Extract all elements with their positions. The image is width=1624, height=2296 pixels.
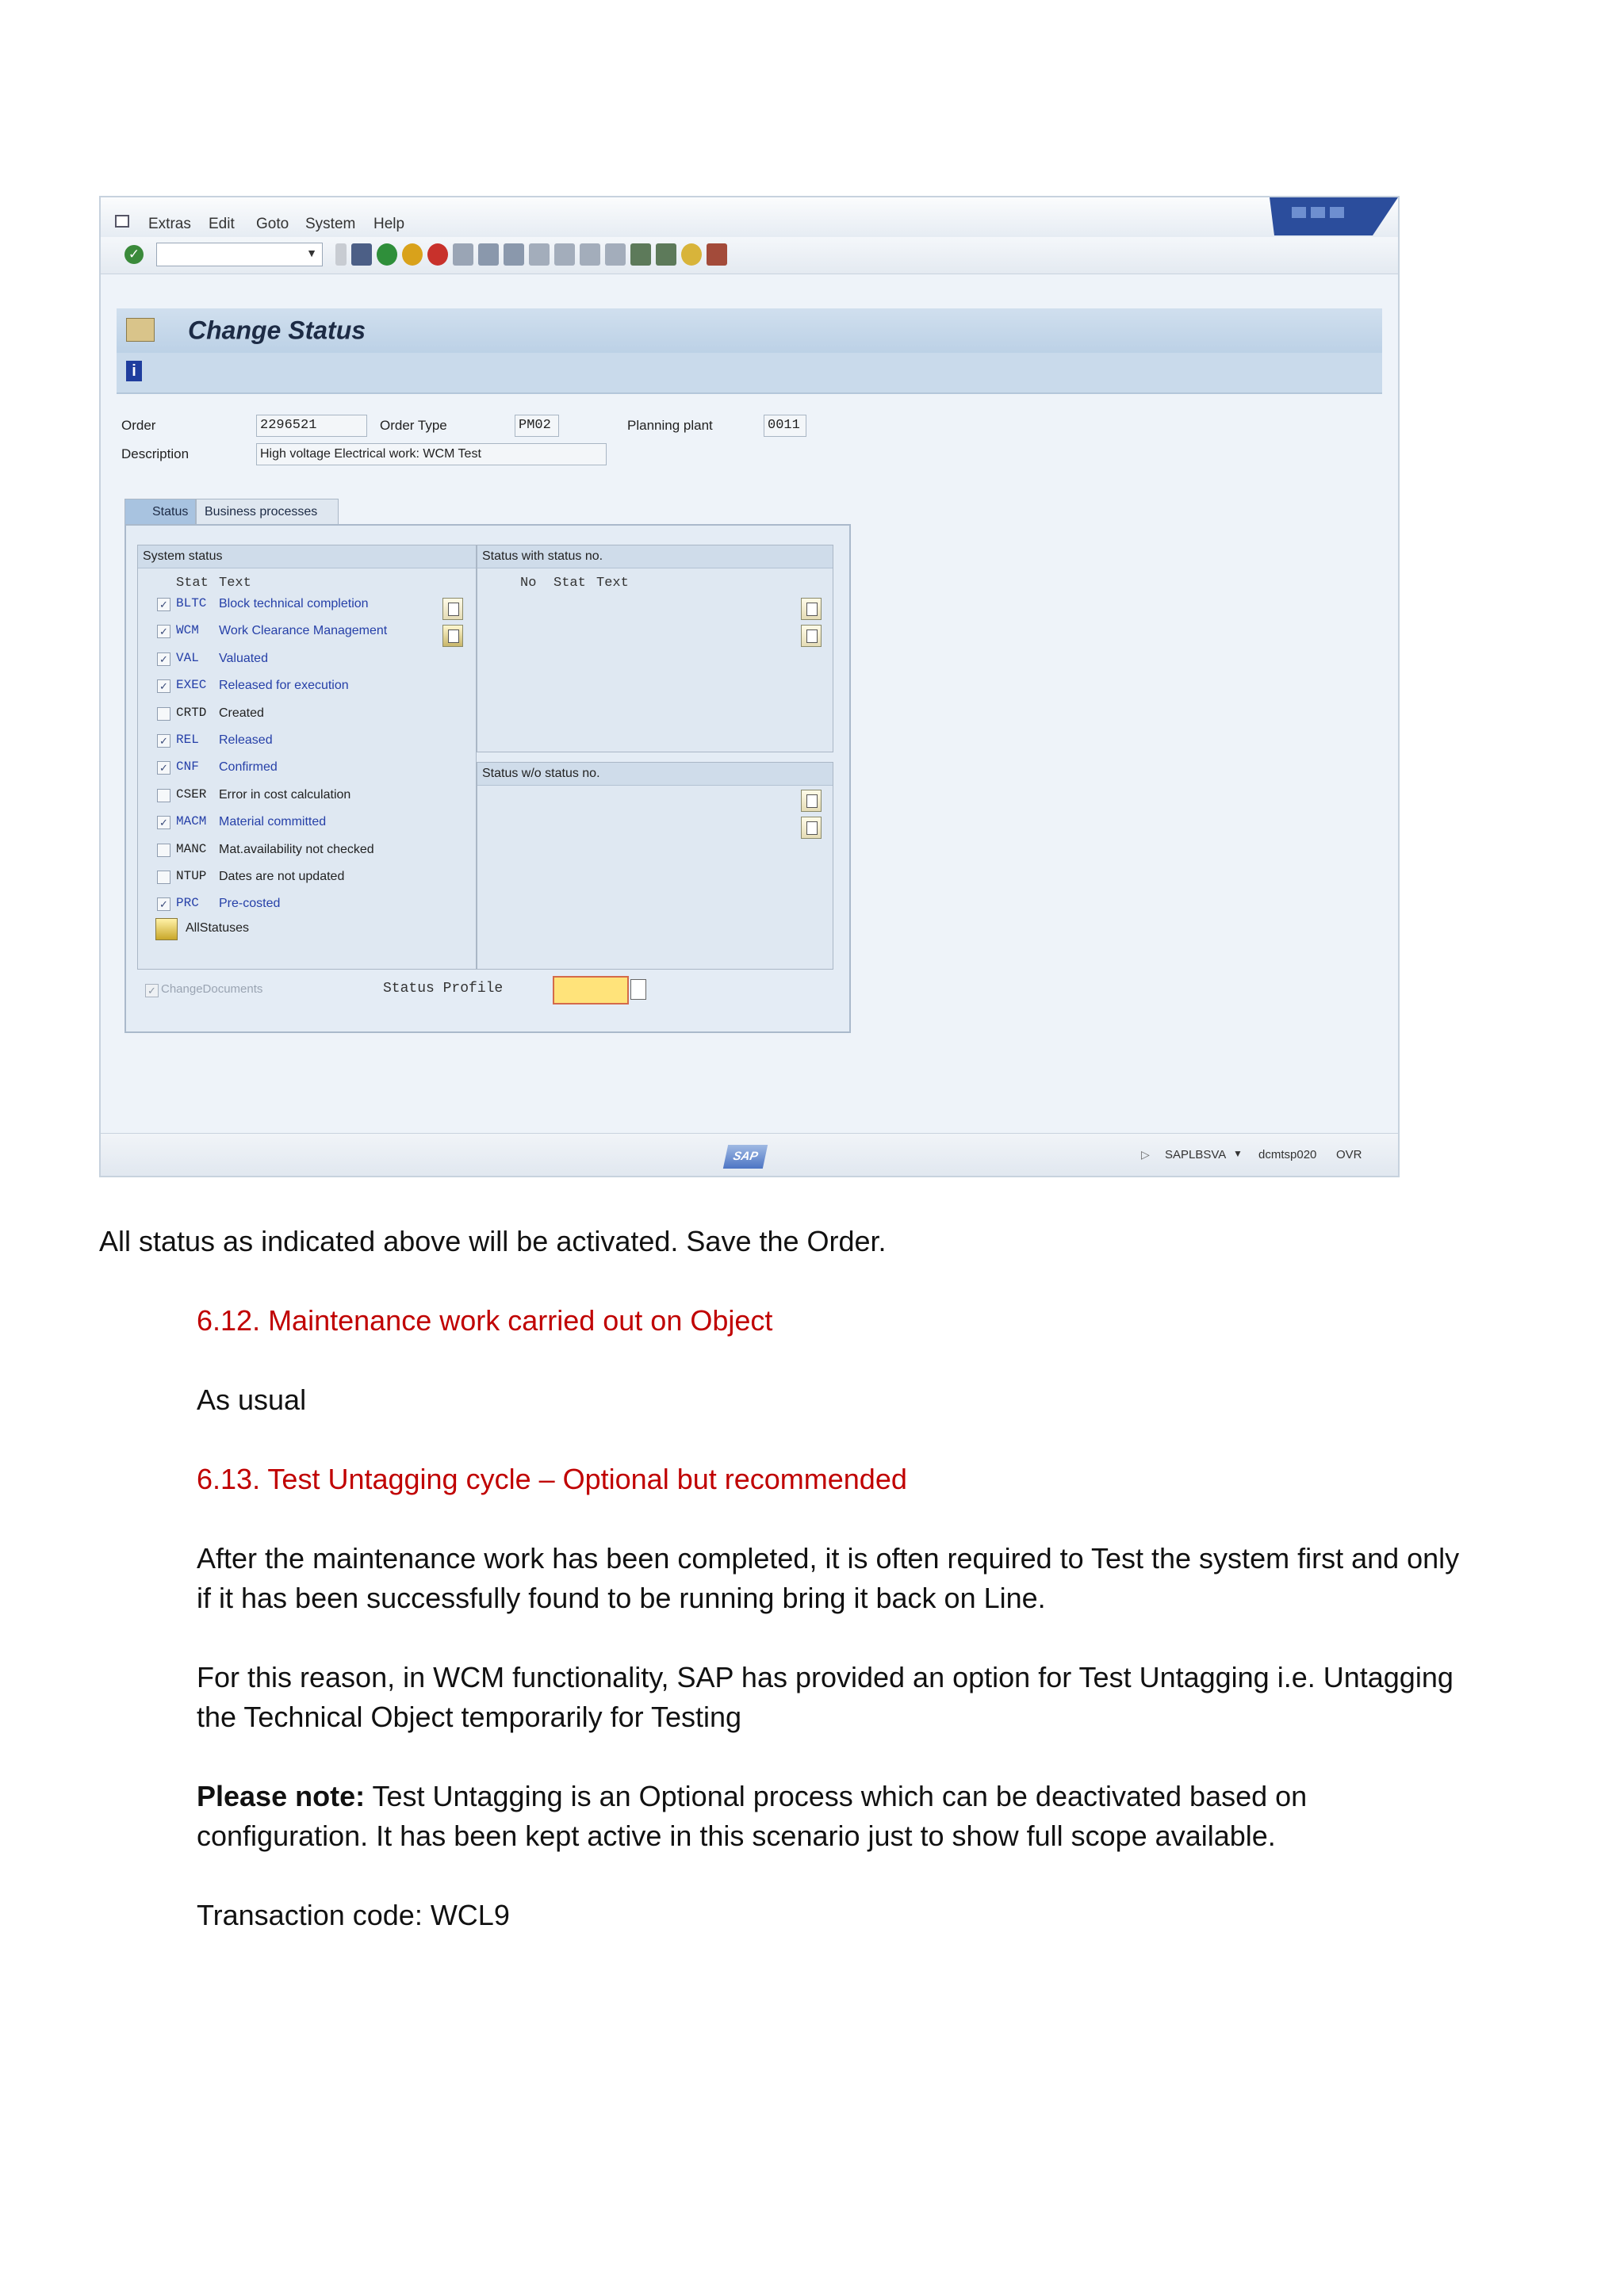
menu-system[interactable]: System — [305, 216, 356, 232]
minimize-icon[interactable] — [1292, 207, 1306, 218]
status-text: Confirmed — [219, 760, 278, 775]
detail-button-selected[interactable] — [442, 625, 463, 647]
status-code: MANC — [176, 841, 207, 856]
server-name: dcmtsp020 — [1258, 1148, 1317, 1161]
standard-toolbar — [101, 237, 1398, 274]
status-checkbox[interactable]: ✓ — [157, 816, 170, 829]
tab-strip — [124, 499, 835, 524]
status-icon — [126, 318, 155, 342]
status-text: Block technical completion — [219, 597, 369, 610]
screen-title-bar — [117, 308, 1382, 353]
status-checkbox[interactable] — [157, 871, 170, 884]
note-bold-label: Please note: — [197, 1780, 366, 1812]
planning-plant-field[interactable]: 0011 — [764, 415, 806, 437]
status-without-number-box — [477, 762, 833, 970]
command-field[interactable] — [156, 243, 323, 266]
print-icon[interactable] — [453, 243, 473, 266]
status-checkbox[interactable]: ✓ — [157, 625, 170, 638]
change-documents-checkbox[interactable]: ✓ — [145, 984, 159, 997]
previous-page-icon[interactable] — [554, 243, 575, 266]
status-bar — [101, 1133, 1398, 1177]
status-text: Created — [219, 706, 264, 720]
status-text: Work Clearance Management — [219, 624, 388, 638]
paragraph-test-system-line1: After the maintenance work has been completed, it is often required to Test the system first and only — [197, 1542, 1460, 1575]
status-checkbox[interactable]: ✓ — [157, 761, 170, 775]
status-checkbox[interactable]: ✓ — [157, 897, 170, 911]
status-checkbox[interactable]: ✓ — [157, 598, 170, 611]
status-text: Valuated — [219, 651, 268, 665]
planning-plant-label: Planning plant — [627, 418, 713, 433]
menu-goto[interactable]: Goto — [256, 216, 289, 232]
status-code: REL — [176, 733, 199, 747]
order-field[interactable]: 2296521 — [256, 415, 367, 437]
status-profile-field[interactable] — [553, 976, 629, 1004]
close-icon[interactable] — [1330, 207, 1344, 218]
description-label: Description — [121, 446, 190, 461]
detail-button[interactable] — [801, 817, 822, 839]
system-status-title: System status — [138, 545, 476, 568]
status-text: Dates are not updated — [219, 870, 345, 883]
heading-6-12: 6.12. Maintenance work carried out on Object — [197, 1304, 773, 1337]
status-with-number-box — [477, 545, 833, 752]
status-checkbox[interactable] — [157, 789, 170, 802]
detail-button[interactable] — [801, 790, 822, 812]
next-page-icon[interactable] — [580, 243, 600, 266]
status-tab-panel — [124, 524, 851, 1033]
column-stat-header: Stat — [176, 576, 209, 591]
status-checkbox[interactable] — [157, 707, 170, 721]
back-icon[interactable] — [377, 243, 397, 266]
status-code: MACM — [176, 814, 207, 829]
status-text: Material committed — [219, 815, 327, 829]
menu-bar — [101, 197, 1398, 237]
insert-mode: OVR — [1336, 1148, 1362, 1161]
sap-screenshot — [99, 196, 1400, 1177]
column-no-header: No — [520, 576, 537, 591]
exit-icon[interactable] — [402, 243, 423, 266]
paragraph-test-system-line2: if it has been successfully found to be running bring it back on Line. — [197, 1582, 1046, 1614]
paragraph-save-order: All status as indicated above will be activated. Save the Order. — [99, 1225, 887, 1257]
find-next-icon[interactable] — [504, 243, 524, 266]
detail-button[interactable] — [442, 598, 463, 620]
status-code: CNF — [176, 760, 199, 775]
help-icon[interactable] — [681, 243, 702, 266]
transaction-code: Transaction code: WCL9 — [197, 1899, 510, 1931]
status-checkbox[interactable]: ✓ — [157, 734, 170, 748]
status-code: CSER — [176, 786, 207, 802]
tab-business-processes[interactable]: Business processes — [196, 499, 339, 524]
status-code: BLTC — [176, 596, 207, 610]
status-code: CRTD — [176, 705, 207, 720]
column-text-header: Text — [596, 576, 629, 591]
status-code: EXEC — [176, 678, 207, 693]
column-stat-header: Stat — [553, 576, 586, 591]
tab-status[interactable]: Status — [124, 499, 196, 524]
save-icon[interactable] — [351, 243, 372, 266]
dropdown-arrow-icon[interactable]: ▼ — [306, 247, 317, 259]
system-status-box — [137, 545, 477, 970]
status-profile-label: Status Profile — [383, 981, 504, 997]
sap-logo: SAP — [723, 1145, 768, 1169]
status-code: NTUP — [176, 869, 207, 883]
status-code: VAL — [176, 650, 199, 665]
status-without-number-title: Status w/o status no. — [477, 763, 833, 786]
description-field[interactable]: High voltage Electrical work: WCM Test — [256, 443, 607, 465]
paragraph-wcm-option-line2: the Technical Object temporarily for Testing — [197, 1701, 742, 1733]
cancel-icon[interactable] — [427, 243, 448, 266]
detail-button[interactable] — [801, 625, 822, 647]
status-with-number-title: Status with status no. — [477, 545, 833, 568]
note-line1 — [197, 1777, 1307, 1816]
heading-6-13: 6.13. Test Untagging cycle – Optional but recommended — [197, 1463, 907, 1495]
menu-extras[interactable]: Extras — [148, 216, 191, 232]
back-arrow-icon[interactable] — [335, 243, 347, 266]
status-checkbox[interactable]: ✓ — [157, 652, 170, 666]
status-text: Error in cost calculation — [219, 787, 351, 802]
status-text: Pre-costed — [219, 897, 281, 911]
all-statuses-button[interactable]: AllStatuses — [186, 921, 250, 935]
change-documents-label: ChangeDocuments — [161, 982, 263, 996]
paragraph-wcm-option-line1: For this reason, in WCM functionality, SAP has provided an option for Test Untagging i.e. Untagging — [197, 1661, 1454, 1693]
application-toolbar — [117, 353, 1382, 394]
search-help-icon[interactable] — [630, 979, 646, 1000]
last-page-icon[interactable] — [605, 243, 626, 266]
window-controls — [1270, 197, 1398, 237]
menu-edit[interactable]: Edit — [209, 216, 235, 232]
status-expand-icon[interactable]: ▷ — [1141, 1148, 1150, 1161]
status-text: Mat.availability not checked — [219, 842, 374, 856]
menu-icon[interactable] — [115, 215, 129, 228]
maximize-icon[interactable] — [1311, 207, 1325, 218]
info-icon[interactable]: i — [126, 361, 142, 381]
enter-icon[interactable]: ✓ — [124, 245, 144, 264]
status-code: WCM — [176, 623, 199, 638]
status-text: Released for execution — [219, 679, 349, 693]
program-name: SAPLBSVA — [1165, 1148, 1227, 1161]
order-type-field[interactable]: PM02 — [515, 415, 559, 437]
column-text-header: Text — [219, 576, 251, 591]
order-type-label: Order Type — [380, 418, 447, 433]
session-dropdown-icon[interactable]: ▼ — [1233, 1148, 1243, 1159]
status-checkbox[interactable]: ✓ — [157, 679, 170, 693]
status-checkbox[interactable] — [157, 844, 170, 857]
first-page-icon[interactable] — [529, 243, 550, 266]
layout-menu-icon[interactable] — [707, 243, 727, 266]
screen-title: Change Status — [188, 316, 366, 345]
new-session-icon[interactable] — [630, 243, 651, 266]
status-code: PRC — [176, 896, 199, 911]
find-icon[interactable] — [478, 243, 499, 266]
status-text: Released — [219, 733, 273, 747]
menu-help[interactable]: Help — [373, 216, 405, 232]
paragraph-as-usual: As usual — [197, 1383, 307, 1416]
note-line2: configuration. It has been kept active in this scenario just to show full scope available. — [197, 1820, 1276, 1852]
shortcut-icon[interactable] — [656, 243, 676, 266]
detail-button[interactable] — [801, 598, 822, 620]
filter-icon[interactable] — [155, 918, 178, 940]
note-text: Test Untagging is an Optional process which can be deactivated based on — [372, 1780, 1308, 1812]
order-label: Order — [121, 418, 156, 433]
